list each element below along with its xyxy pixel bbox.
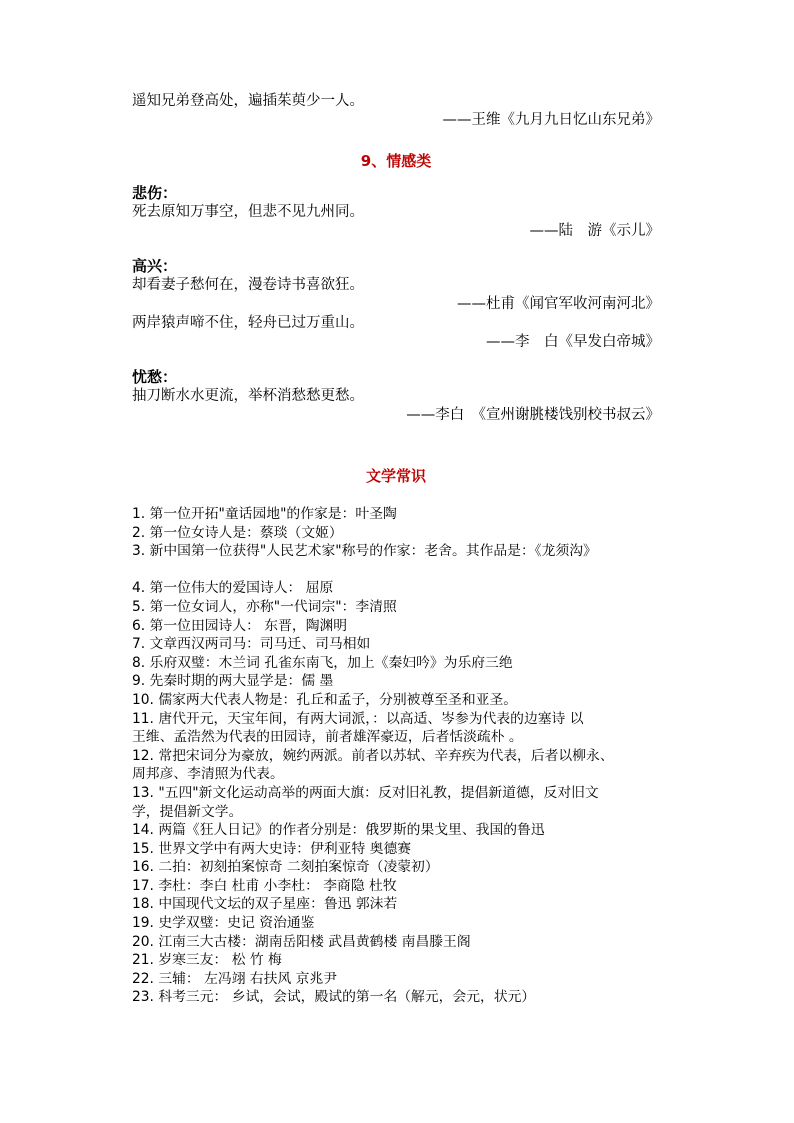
list-item: 23. 科考三元： 乡试，会试，殿试的第一名（解元，会元，状元） [132,989,536,1006]
category-sadness: 悲伤： [132,184,178,202]
list-item: 13. "五四"新文化运动高举的两面大旗：反对旧礼教，提倡新道德，反对旧文 [132,784,599,801]
list-item: 20. 江南三大古楼：湖南岳阳楼 武昌黄鹤楼 南昌滕王阁 [132,933,471,950]
list-item: 学，提倡新文学。 [132,803,243,820]
list-item: 12. 常把宋词分为豪放，婉约两派。前者以苏轼、辛弃疾为代表，后者以柳永、 [132,747,614,764]
list-item: 9. 先秦时期的两大显学是：儒 墨 [132,673,334,690]
list-item: 22. 三辅： 左冯翊 右扶风 京兆尹 [132,970,338,987]
list-item: 王维、孟浩然为代表的田园诗，前者雄浑豪迈，后者恬淡疏朴 。 [132,729,523,746]
list-item: 8. 乐府双璧：木兰词 孔雀东南飞，加上《秦妇吟》为乐府三绝 [132,654,513,671]
document-page [132,92,660,1007]
poem-source: ——杜甫《闻官军收河南河北》 [457,296,660,312]
literature-list [132,505,660,1007]
poem-line: 两岸猿声啼不住，轻舟已过万重山。 [132,315,364,331]
section-title-emotions: 9、情感类 [360,152,432,170]
poem-line: 却看妻子愁何在，漫卷诗书喜欲狂。 [132,277,364,293]
list-item: 4. 第一位伟大的爱国诗人： 屈原 [132,580,334,597]
list-item: 2. 第一位女诗人是：蔡琰（文姬） [132,524,343,541]
poem-source: ——李 白《早发白帝城》 [486,334,660,350]
list-item: 周邦彦、李清照为代表。 [132,766,284,783]
list-item: 16. 二拍：初刻拍案惊奇 二刻拍案惊奇（凌蒙初） [132,859,439,876]
list-item: 7. 文章西汉两司马：司马迁、司马相如 [132,636,371,653]
poem-source: ——王维《九月九日忆山东兄弟》 [442,112,660,128]
list-item: 1. 第一位开拓"童话园地"的作家是：叶圣陶 [132,506,397,522]
list-item: 21. 岁寒三友： 松 竹 梅 [132,952,282,969]
poem-line: 死去原知万事空，但悲不见九州同。 [132,204,364,220]
section-title-literature: 文学常识 [365,467,426,485]
list-item: 19. 史学双璧：史记 资治通鉴 [132,915,315,932]
list-item: 11. 唐代开元，天宝年间，有两大词派，：以高适、岑参为代表的边塞诗 以 [132,710,584,727]
category-joy: 高兴： [132,257,178,275]
category-worry: 忧愁： [132,368,178,386]
list-item: 15. 世界文学中有两大史诗：伊利亚特 奥德赛 [132,840,412,857]
list-item: 14. 两篇《狂人日记》的作者分别是：俄罗斯的果戈里、我国的鲁迅 [132,822,545,839]
poem-line: 抽刀断水水更流，举杯消愁愁更愁。 [132,388,364,404]
poem-line: 遥知兄弟登高处，遍插茱萸少一人。 [132,93,364,109]
list-item: 10. 儒家两大代表人物是：孔丘和孟子，分别被尊至圣和亚圣。 [132,691,518,708]
list-item: 5. 第一位女词人，亦称"一代词宗"：李清照 [132,598,397,615]
list-item [132,561,660,580]
poem-source: ——李白 《宣州谢朓楼饯别校书叔云》 [406,407,660,423]
list-item: 3. 新中国第一位获得"人民艺术家"称号的作家：老舍。其作品是：《龙须沟》 [132,543,597,560]
list-item: 6. 第一位田园诗人： 东晋，陶渊明 [132,617,348,634]
poem-source: ——陆 游《示儿》 [529,223,660,239]
list-item: 17. 李杜：李白 杜甫 小李杜： 李商隐 杜牧 [132,877,397,894]
list-item: 18. 中国现代文坛的双子星座：鲁迅 郭沫若 [132,896,398,913]
